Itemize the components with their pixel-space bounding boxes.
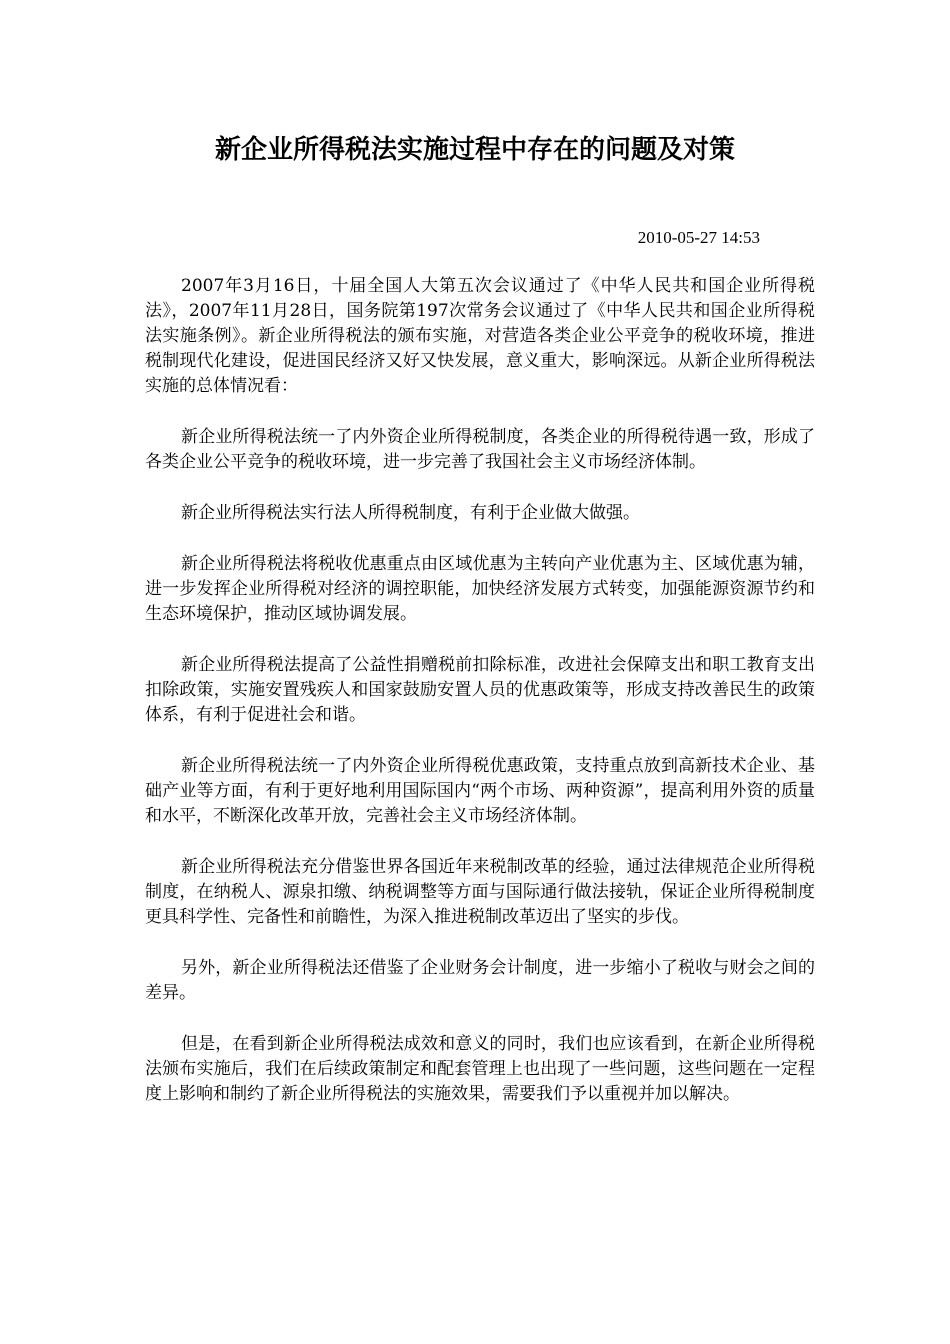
- paragraph: 新企业所得税法统一了内外资企业所得税优惠政策，支持重点放到高新技术企业、基础产业等方面，有利于更好地利用国际国内“两个市场、两种资源”，提高利用外资的质量和水平，不断深化改革开放，完善社会主义市场经济体制。: [145, 756, 815, 826]
- paragraph: 新企业所得税法实行法人所得税制度，有利于企业做大做强。: [181, 503, 640, 523]
- document-title: 新企业所得税法实施过程中存在的问题及对策: [214, 135, 735, 165]
- paragraph-intro: 2007年3月16日，十届全国人大第五次会议通过了《中华人民共和国企业所得税法》，2007年11月28日，国务院第197次常务会议通过了《中华人民共和国企业所得税法实施条例》。新企业所得税法的颁布实施，对营造各类企业公平竞争的税收环境，推进税制现代化建设，促进国民经济又好又快发展，意义重大，影响深远。从新企业所得税法实施的总体情况看：: [145, 276, 815, 396]
- document-body: [145, 274, 815, 1133]
- paragraph: 新企业所得税法将税收优惠重点由区域优惠为主转向产业优惠为主、区域优惠为辅，进一步发挥企业所得税对经济的调控职能，加快经济发展方式转变，加强能源资源节约和生态环境保护，推动区域协调发展。: [145, 554, 815, 624]
- paragraph: 但是，在看到新企业所得税法成效和意义的同时，我们也应该看到，在新企业所得税法颁布实施后，我们在后续政策制定和配套管理上也出现了一些问题，这些问题在一定程度上影响和制约了新企业所得税法的实施效果，需要我们予以重视并加以解决。: [145, 1034, 815, 1104]
- paragraph: 另外，新企业所得税法还借鉴了企业财务会计制度，进一步缩小了税收与财会之间的差异。: [145, 958, 815, 1003]
- paragraph: 新企业所得税法提高了公益性捐赠税前扣除标准，改进社会保障支出和职工教育支出扣除政策，实施安置残疾人和国家鼓励安置人员的优惠政策等，形成支持改善民生的政策体系，有利于促进社会和谐。: [145, 655, 815, 725]
- paragraph: 新企业所得税法统一了内外资企业所得税制度，各类企业的所得税待遇一致，形成了各类企业公平竞争的税收环境，进一步完善了我国社会主义市场经济体制。: [145, 427, 815, 472]
- publish-date: 2010-05-27 14:53: [637, 228, 760, 247]
- paragraph: 新企业所得税法充分借鉴世界各国近年来税制改革的经验，通过法律规范企业所得税制度，在纳税人、源泉扣缴、纳税调整等方面与国际通行做法接轨，保证企业所得税制度更具科学性、完备性和前瞻性，为深入推进税制改革迈出了坚实的步伐。: [145, 857, 815, 927]
